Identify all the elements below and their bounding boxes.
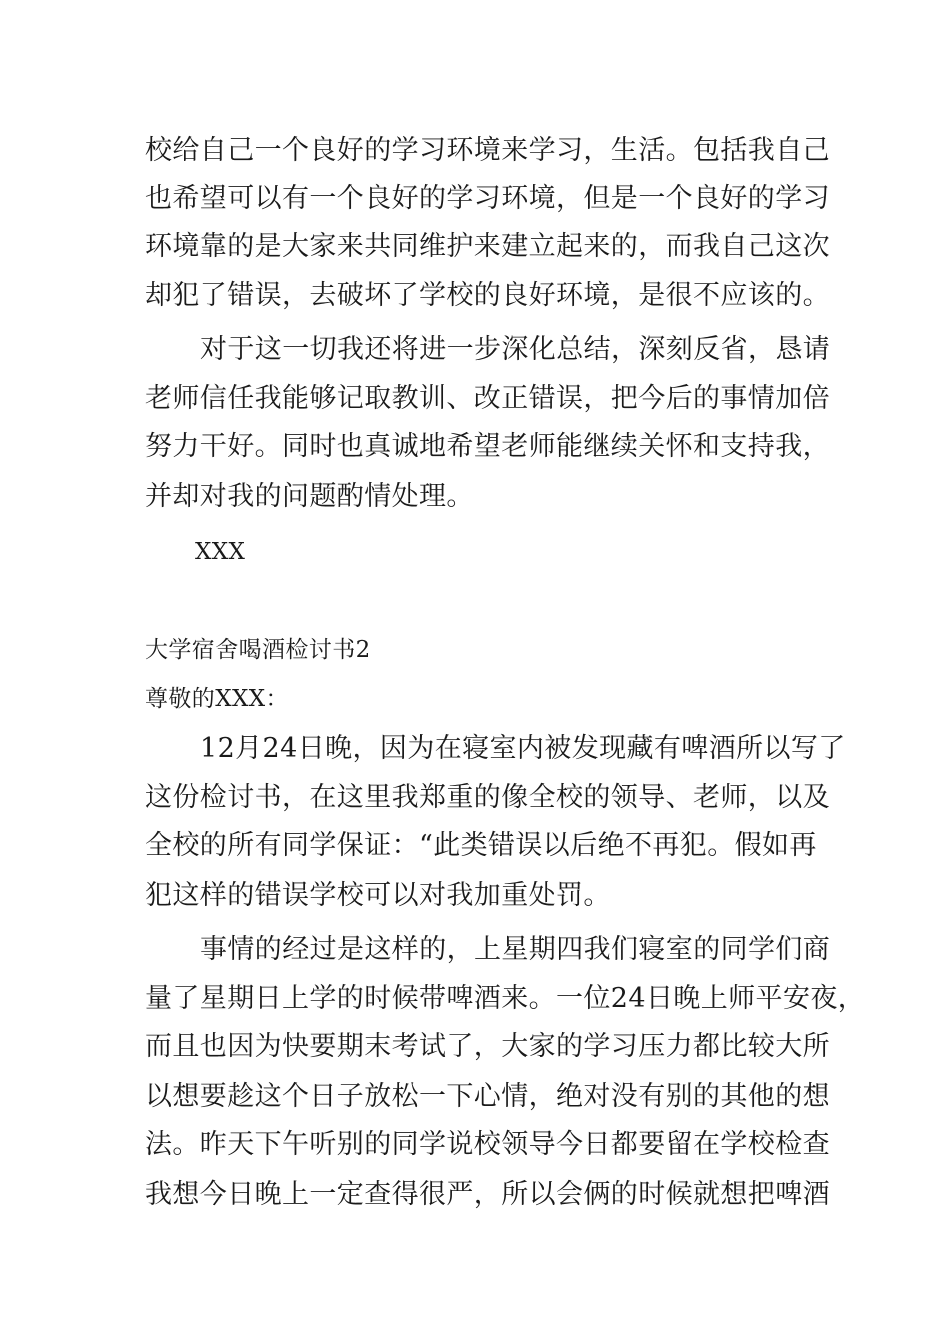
paragraph-line: 却犯了错误，去破坏了学校的良好环境，是很不应该的。 bbox=[145, 280, 830, 311]
paragraph-line: 我想今日晚上一定查得很严，所以会俩的时候就想把啤酒 bbox=[145, 1179, 830, 1210]
paragraph-line: 也希望可以有一个良好的学习环境，但是一个良好的学习 bbox=[145, 183, 830, 214]
paragraph-line: 而且也因为快要期末考试了，大家的学习压力都比较大所 bbox=[145, 1031, 830, 1062]
paragraph-line: 这份检讨书，在这里我郑重的像全校的领导、老师，以及 bbox=[145, 782, 830, 813]
paragraph-line: 量了星期日上学的时候带啤酒来。一位24日晚上师平安夜， bbox=[145, 983, 866, 1014]
paragraph-line: 努力干好。同时也真诚地希望老师能继续关怀和支持我， bbox=[145, 431, 830, 462]
paragraph-line: 老师信任我能够记取教训、改正错误，把今后的事情加倍 bbox=[145, 383, 830, 414]
paragraph-line: 环境靠的是大家来共同维护来建立起来的，而我自己这次 bbox=[145, 231, 830, 262]
paragraph-line: 对于这一切我还将进一步深化总结，深刻反省，恳请 bbox=[200, 334, 831, 365]
paragraph-line: 并却对我的问题酌情处理。 bbox=[145, 481, 474, 512]
paragraph-line: 全校的所有同学保证：“此类错误以后绝不再犯。假如再 bbox=[145, 830, 817, 861]
salutation: 尊敬的XXX： bbox=[145, 686, 289, 712]
signature: XXX bbox=[195, 539, 246, 565]
paragraph-line: 犯这样的错误学校可以对我加重处罚。 bbox=[145, 880, 611, 911]
paragraph-line: 以想要趁这个日子放松一下心情，绝对没有别的其他的想 bbox=[145, 1081, 830, 1112]
paragraph-line: 12月24日晚，因为在寝室内被发现藏有啤酒所以写了 bbox=[200, 733, 846, 764]
section-title: 大学宿舍喝酒检讨书2 bbox=[145, 637, 371, 663]
paragraph-line: 校给自己一个良好的学习环境来学习，生活。包括我自己 bbox=[145, 135, 830, 166]
paragraph-line: 法。昨天下午听别的同学说校领导今日都要留在学校检查 bbox=[145, 1129, 830, 1160]
paragraph-line: 事情的经过是这样的，上星期四我们寝室的同学们商 bbox=[200, 934, 831, 965]
